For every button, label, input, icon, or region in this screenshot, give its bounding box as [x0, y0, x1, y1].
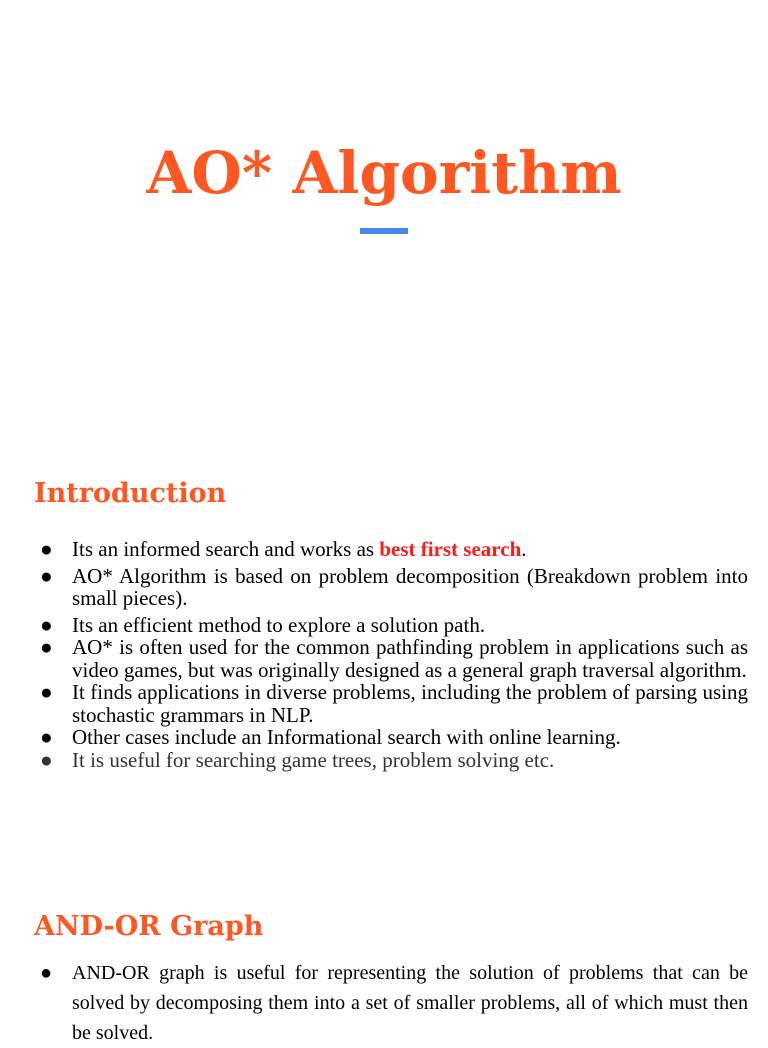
list-item	[40, 538, 748, 561]
list-item-text: AND-OR graph is useful for representing the solution of problems that can be solved by decomposing them into a set of smaller problems, all of which must then be solved.	[72, 962, 748, 1044]
list-item	[40, 636, 748, 681]
list-item-text: Other cases include an Informational search with online learning.	[72, 725, 621, 749]
list-item	[40, 749, 748, 772]
list-item-text: AO* is often used for the common pathfinding problem in applications such as video games, but was originally designed as a general graph traversal algorithm.	[72, 635, 748, 682]
highlighted-term: best first search	[379, 537, 522, 561]
bullet-icon: ●	[40, 725, 53, 749]
list-item-text-end: .	[521, 537, 527, 561]
bullet-icon: ●	[40, 635, 53, 659]
list-item-text: AO* Algorithm is based on problem decomposition (Breakdown problem into small pieces).	[72, 563, 748, 610]
bullet-icon: ●	[40, 747, 53, 772]
introduction-list	[40, 538, 748, 771]
list-item-text-start: Its an informed search and works as	[72, 537, 380, 561]
bullet-icon: ●	[40, 680, 53, 704]
bullet-icon: ●	[40, 537, 53, 561]
introduction-heading: Introduction	[34, 478, 227, 509]
list-item-text: It finds applications in diverse problems, including the problem of parsing using stochastic grammars in NLP.	[72, 680, 748, 727]
list-item	[40, 681, 748, 726]
and-or-graph-heading: AND-OR Graph	[34, 911, 264, 942]
bullet-icon: ●	[40, 962, 53, 984]
list-item	[40, 958, 748, 1048]
list-item-text: Its an efficient method to explore a solution path.	[72, 612, 486, 637]
title-underline	[360, 228, 408, 234]
page-title: AO* Algorithm	[146, 139, 622, 207]
bullet-icon: ●	[40, 612, 53, 637]
list-item	[40, 614, 748, 637]
list-item	[40, 726, 748, 749]
bullet-icon: ●	[40, 563, 53, 588]
list-item	[40, 565, 748, 610]
and-or-graph-list	[40, 958, 748, 1048]
list-item-text: It is useful for searching game trees, problem solving etc.	[72, 747, 555, 772]
